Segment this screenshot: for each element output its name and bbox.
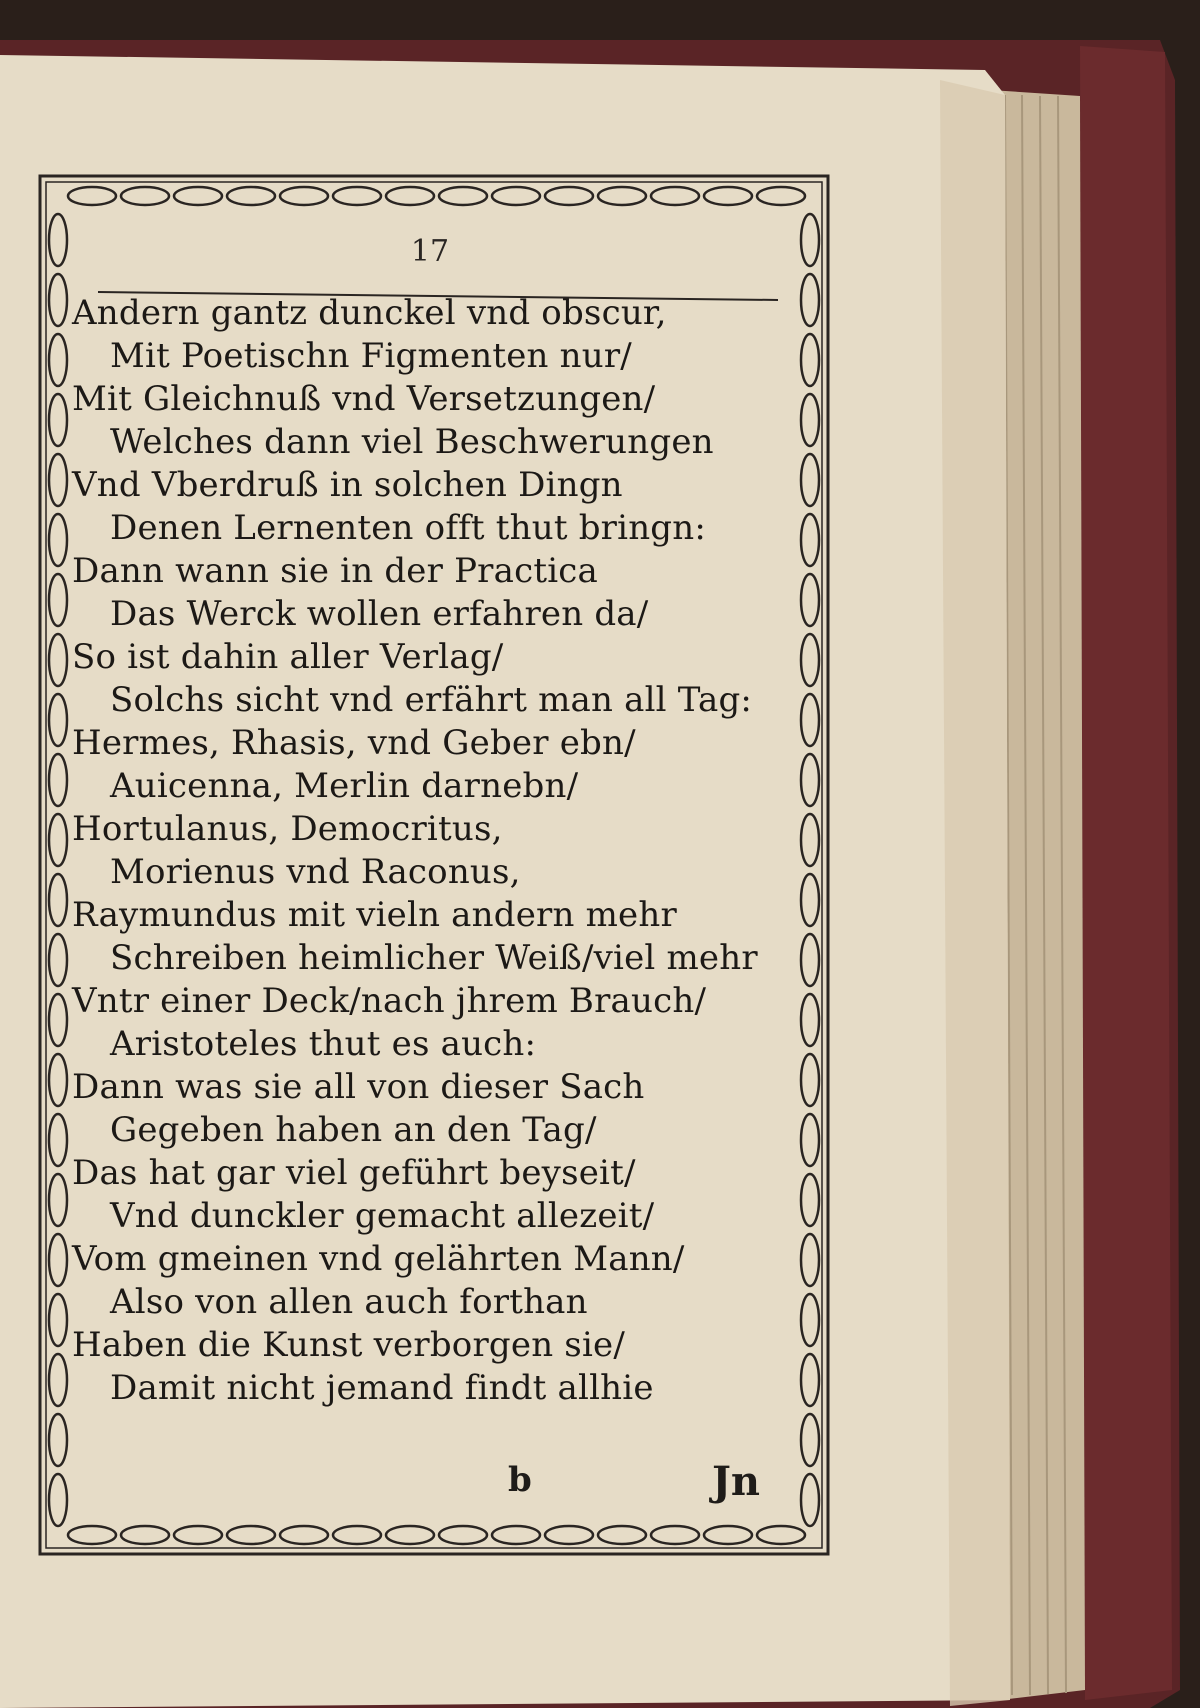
verse-text [72, 292, 792, 1410]
verse-line: So ist dahin aller Verlag/ [72, 637, 504, 677]
verse-line: Dann wann sie in der Practica [72, 551, 598, 591]
verse-line: Auicenna, Merlin darnebn/ [110, 766, 579, 806]
verse-line: Vom gmeinen vnd gelährten Mann/ [72, 1239, 685, 1279]
verse-line: Vnd dunckler gemacht allezeit/ [110, 1196, 655, 1236]
page-number: 17 [410, 234, 450, 269]
verse-line: Raymundus mit vieln andern mehr [72, 895, 677, 935]
verse-line: Welches dann viel Beschwerungen [110, 422, 714, 462]
verse-line: Das Werck wollen erfahren da/ [110, 594, 649, 634]
verse-line: Gegeben haben an den Tag/ [110, 1110, 597, 1150]
verse-line: Morienus vnd Raconus, [110, 852, 521, 892]
verse-line: Hermes, Rhasis, vnd Geber ebn/ [72, 723, 636, 763]
verse-line: Mit Poetischn Figmenten nur/ [110, 336, 632, 376]
verse-line: Mit Gleichnuß vnd Versetzungen/ [72, 379, 656, 419]
verse-line: Denen Lernenten offt thut bringn: [110, 508, 707, 548]
verse-line: Vntr einer Deck/nach jhrem Brauch/ [72, 981, 707, 1021]
verse-line: Vnd Vberdruß in solchen Dingn [72, 465, 623, 505]
verse-line: Hortulanus, Democritus, [72, 809, 503, 849]
verse-line: Solchs sicht vnd erfährt man all Tag: [110, 680, 753, 720]
verse-line: Andern gantz dunckel vnd obscur, [72, 293, 667, 333]
verse-line: Das hat gar viel geführt beyseit/ [72, 1153, 636, 1193]
verse-line: Dann was sie all von dieser Sach [72, 1067, 645, 1107]
signature-mark: b [508, 1460, 532, 1500]
verse-line: Aristoteles thut es auch: [110, 1024, 537, 1064]
verse-line: Damit nicht jemand findt allhie [110, 1368, 654, 1408]
verse-line: Haben die Kunst verborgen sie/ [72, 1325, 626, 1365]
verse-line: Schreiben heimlicher Weiß/viel mehr [110, 938, 758, 978]
catchword: Jn [712, 1458, 761, 1505]
verse-line: Also von allen auch forthan [110, 1282, 588, 1322]
